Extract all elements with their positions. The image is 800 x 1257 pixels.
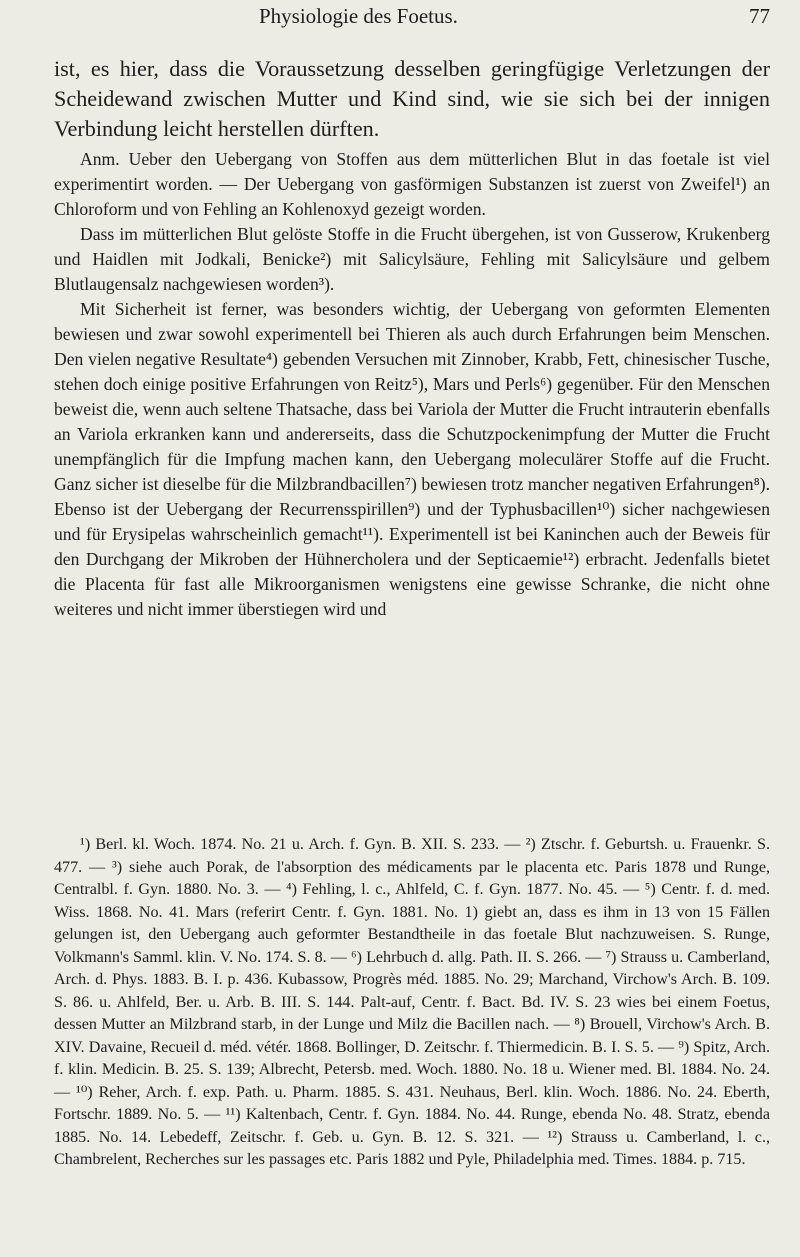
annotation-paragraph-3: Mit Sicherheit ist ferner, was besonders wichtig, der Uebergang von geformten Elementen bewiesen und zwar sowohl experimentell bei Thieren als auch durch Erfahrungen beim Menschen. Den vielen negative Resultate⁴) gebenden Versuchen mit Zinnober, Krabb, Fett, chinesischer Tusche, stehen doch einige positive Erfahrungen von Reitz⁵), Mars und Perls⁶) gegenüber. Für den Menschen beweist die, wenn auch seltene Thatsache, dass bei Variola der Mutter die Frucht intrauterin ebenfalls an Variola erkranken kann und andererseits, dass die Schutzpockenimpfung der Mutter die Frucht unempfänglich für die Impfung machen kann, den Uebergang moleculärer Stoffe auf die Frucht. Ganz sicher ist dieselbe für die Milzbrandbacillen⁷) bewiesen trotz mancher negativen Erfahrungen⁸). Ebenso ist der Uebergang der Recurrensspirillen⁹) und der Typhusbacillen¹⁰) sicher nachgewiesen und für Erysipelas wahrscheinlich gemacht¹¹). Experimentell ist bei Kaninchen auch der Beweis für den Durchgang der Mikroben der Hühnercholera und der Septicaemie¹²) erbracht. Jedenfalls bietet die Placenta für fast alle Mikroorganismen wenigstens eine gewisse Schranke, die nicht ohne weiteres und nicht immer überstiegen wird und [54, 299, 770, 619]
annotation-block [54, 147, 770, 622]
annotation-paragraph-1: Anm. Ueber den Uebergang von Stoffen aus dem mütterlichen Blut in das foetale ist viel experimentirt worden. — Der Uebergang von gasförmigen Substanzen ist zuerst von Zweifel¹) an Chloroform und von Fehling an Kohlenoxyd gezeigt worden. [54, 149, 770, 219]
footnotes: ¹) Berl. kl. Woch. 1874. No. 21 u. Arch. f. Gyn. B. XII. S. 233. — ²) Ztschr. f. Geburtsh. u. Frauenkr. S. 477. — ³) siehe auch Porak, de l'absorption des médicaments par le placenta etc. Paris 1878 und Runge, Centralbl. f. Gyn. 1880. No. 3. — ⁴) Fehling, l. c., Ahlfeld, C. f. Gyn. 1877. No. 45. — ⁵) Centr. f. d. med. Wiss. 1868. No. 41. Mars (referirt Centr. f. Gyn. 1881. No. 1) giebt an, dass es ihm in 13 von 15 Fällen gelungen ist, den Uebergang auch geformter Bestandtheile in das foetale Blut nachzuweisen. S. Runge, Volkmann's Samml. klin. V. No. 174. S. 8. — ⁶) Lehrbuch d. allg. Path. II. S. 266. — ⁷) Strauss u. Camberland, Arch. d. Phys. 1883. B. I. p. 436. Kubassow, Progrès méd. 1885. No. 29; Marchand, Virchow's Arch. B. 109. S. 86. u. Ahlfeld, Ber. u. Arb. B. III. S. 144. Palt-auf, Centr. f. Bact. Bd. IV. S. 23 wies bei einem Foetus, dessen Mutter an Milzbrand starb, in der Lunge und Milz die Bacillen nach. — ⁸) Brouell, Virchow's Arch. B. XIV. Davaine, Recueil d. méd. vétér. 1868. Bollinger, D. Zeitschr. f. Thiermedicin. B. I. S. 5. — ⁹) Spitz, Arch. f. klin. Medicin. B. 25. S. 139; Albrecht, Petersb. med. Woch. 1880. No. 18 u. Wiener med. Bl. 1884. No. 24. — ¹⁰) Reher, Arch. f. exp. Path. u. Pharm. 1885. S. 431. Neuhaus, Berl. klin. Woch. 1886. No. 24. Eberth, Fortschr. 1889. No. 5. — ¹¹) Kaltenbach, Centr. f. Gyn. 1884. No. 44. Runge, ebenda No. 48. Stratz, ebenda 1885. No. 14. Lebedeff, Zeitschr. f. Geb. u. Gyn. B. 12. S. 321. — ¹²) Strauss u. Camberland, l. c., Chambrelent, Recherches sur les passages etc. Paris 1882 und Pyle, Philadelphia med. Times. 1884. p. 715. [54, 836, 770, 1168]
book-page [54, 0, 770, 1257]
running-head [54, 4, 770, 30]
page-number: 77 [749, 4, 770, 28]
main-text [54, 54, 770, 144]
main-paragraph: ist, es hier, dass die Voraussetzung desselben geringfügige Verletzungen der Scheidewand zwischen Mutter und Kind sind, wie sie sich bei der innigen Verbindung leicht herstellen dürften. [54, 56, 770, 141]
running-title: Physiologie des Foetus. [259, 4, 458, 28]
annotation-paragraph-2: Dass im mütterlichen Blut gelöste Stoffe in die Frucht übergehen, ist von Gusserow, Krukenberg und Haidlen mit Jodkali, Benicke²) mit Salicylsäure, Fehling mit Salicylsäure und gelbem Blutlaugensalz nachgewiesen worden³). [54, 224, 770, 294]
footnotes-block [54, 834, 770, 1172]
